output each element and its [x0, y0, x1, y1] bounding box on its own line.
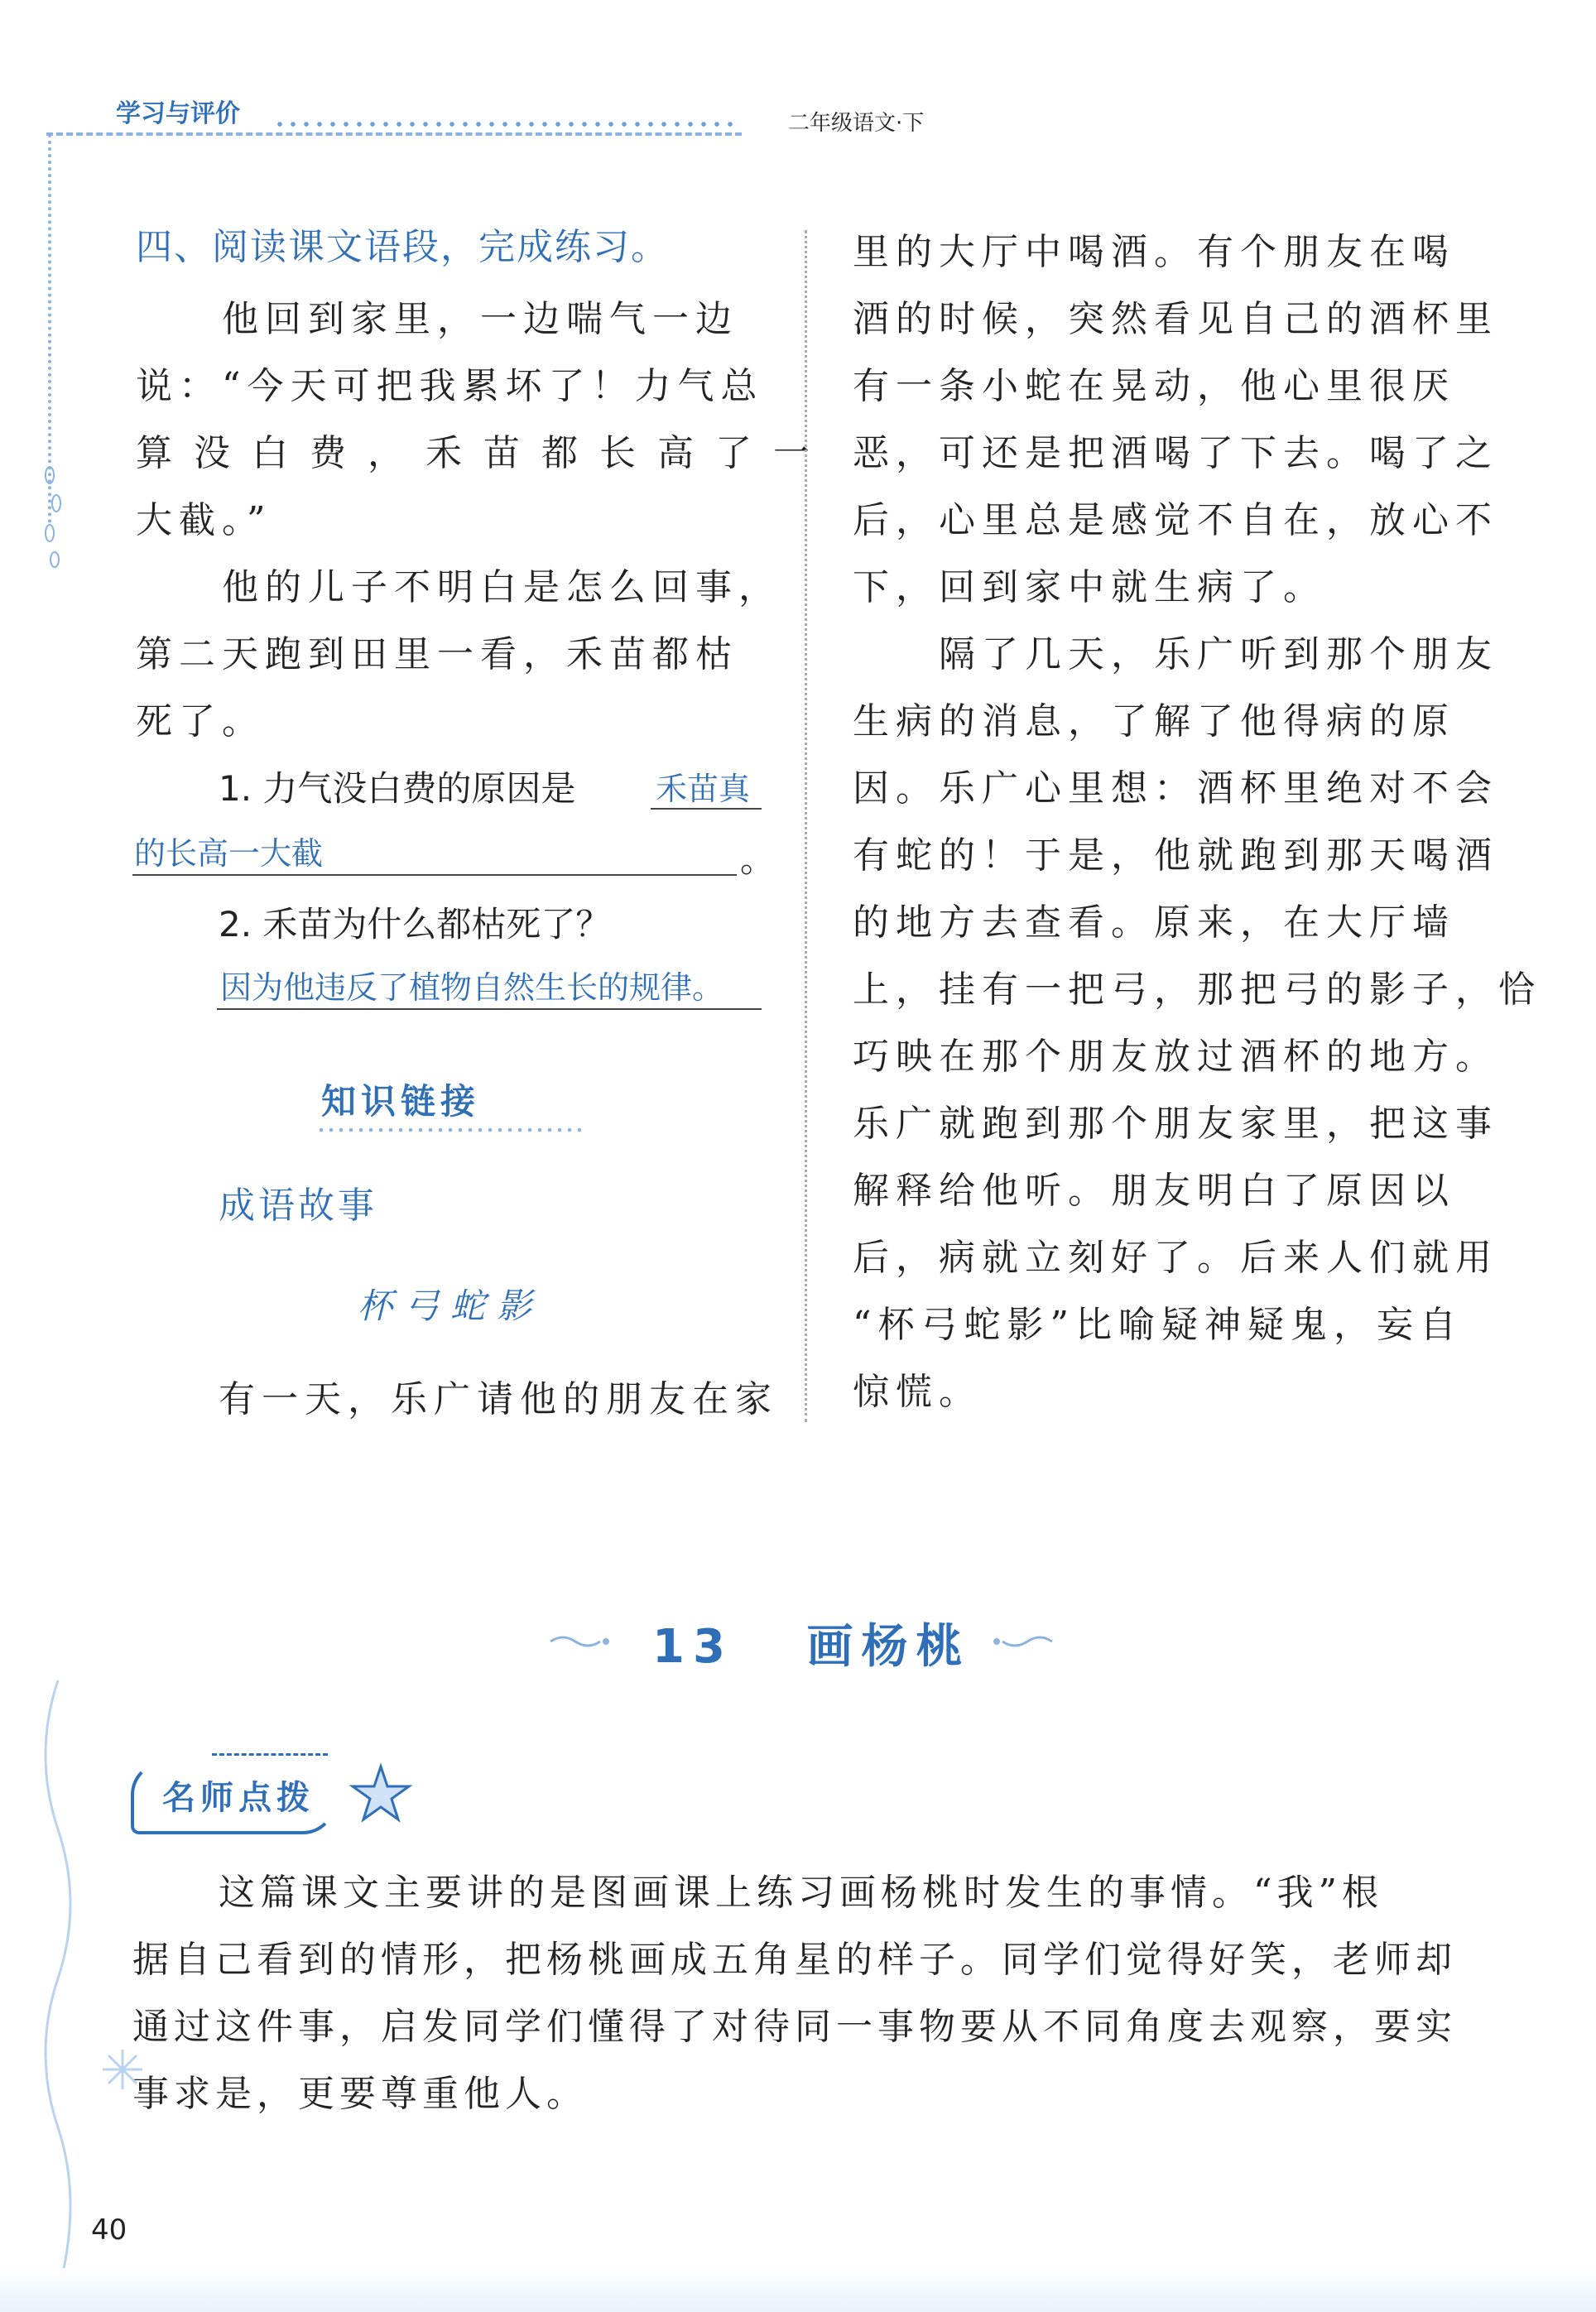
story-line: 有一条小蛇在晃动，他心里很厌 — [853, 365, 1455, 407]
tip-line: 这篇课文主要讲的是图画课上练习画杨桃时发生的事情。“我”根 — [219, 1872, 1383, 1914]
story-line: 酒的时候，突然看见自己的酒杯里 — [853, 298, 1498, 340]
grade-subject: 二年级语文·下 — [788, 111, 925, 136]
section-heading: 四、阅读课文语段，完成练习。 — [136, 226, 669, 268]
story-line: 有一天，乐广请他的朋友在家 — [219, 1378, 778, 1420]
story-line: 乐广就跑到那个朋友家里，把这事 — [853, 1103, 1498, 1145]
story-line: 后，病就立刻好了。后来人们就用 — [853, 1237, 1498, 1279]
star-icon — [348, 1760, 414, 1826]
story-line: 生病的消息，了解了他得病的原 — [853, 700, 1455, 743]
passage-line: 大截。” — [136, 499, 272, 541]
passage-line: 说：“今天可把我累坏了！力气总 — [136, 365, 764, 407]
story-line: “杯弓蛇影”比喻疑神疑鬼，妄自 — [853, 1304, 1463, 1346]
answer-1-underline-2 — [132, 874, 737, 876]
passage-line: 第二天跑到田里一看，禾苗都枯 — [136, 633, 738, 675]
swirl-decoration-icon — [546, 1629, 613, 1654]
tip-line: 据自己看到的情形，把杨桃画成五角星的样子。同学们觉得好笑，老师却 — [132, 1939, 1457, 1981]
story-line: 惊慌。 — [853, 1371, 982, 1413]
passage-line: 死了。 — [136, 700, 265, 743]
answer-1-part1: 禾苗真 — [656, 771, 751, 807]
column-divider — [805, 230, 807, 1422]
story-title: 杯弓蛇影 — [358, 1286, 544, 1326]
story-line: 后，心里总是感觉不自在，放心不 — [853, 499, 1498, 541]
tip-label: 名师点拨 — [162, 1779, 315, 1817]
passage-line: 他的儿子不明白是怎么回事， — [222, 566, 781, 608]
story-type: 成语故事 — [219, 1185, 377, 1227]
story-line: 里的大厅中喝酒。有个朋友在喝 — [853, 231, 1455, 273]
question-1: 1. 力气没白费的原因是 — [219, 768, 576, 809]
story-line: 上，挂有一把弓，那把弓的影子，恰 — [853, 969, 1541, 1011]
answer-1-underline — [651, 808, 762, 810]
lesson-title — [652, 1610, 970, 1676]
wave-border-decoration — [25, 1680, 75, 2293]
story-line: 因。乐广心里想：酒杯里绝对不会 — [853, 767, 1498, 810]
lesson-name: 画杨桃 — [806, 1620, 971, 1674]
story-line: 巧映在那个朋友放过酒杯的地方。 — [853, 1036, 1498, 1078]
book-title: 学习与评价 — [116, 99, 240, 128]
leaf-decoration-icon — [40, 464, 65, 571]
question-2: 2. 禾苗为什么都枯死了？ — [219, 904, 611, 945]
passage-line: 他回到家里，一边喘气一边 — [222, 298, 738, 340]
story-line: 解释给他听。朋友明白了原因以 — [853, 1170, 1455, 1212]
tip-line: 通过这件事，启发同学们懂得了对待同一事物要从不同角度去观察，要实 — [132, 2006, 1457, 2048]
tip-dash — [212, 1753, 328, 1756]
page-number: 40 — [91, 2213, 127, 2247]
story-line: 的地方去查看。原来，在大厅墙 — [853, 901, 1455, 944]
passage-line: 算没白费，禾苗都长高了一 — [136, 432, 831, 474]
question-1-period: 。 — [740, 839, 776, 880]
knowledge-link-heading: 知识链接 — [321, 1081, 481, 1122]
knowledge-link-dots — [316, 1127, 581, 1132]
answer-1-part2: 的长高一大截 — [134, 835, 324, 872]
answer-2-underline — [217, 1008, 762, 1010]
story-line: 恶，可还是把酒喝了下去。喝了之 — [853, 432, 1498, 474]
answer-2: 因为他违反了植物自然生长的规律。 — [220, 969, 724, 1006]
swirl-decoration-icon — [990, 1629, 1056, 1654]
story-line: 下，回到家中就生病了。 — [853, 566, 1326, 608]
header-dots — [273, 121, 737, 127]
story-line: 有蛇的！于是，他就跑到那天喝酒 — [853, 834, 1498, 877]
flower-decoration-icon — [98, 2045, 147, 2094]
story-line: 隔了几天，乐广听到那个朋友 — [939, 633, 1498, 675]
lesson-number: 13 — [652, 1620, 733, 1674]
bottom-band — [0, 2268, 1596, 2312]
header-dashed-line — [46, 132, 742, 136]
tip-line: 事求是，更要尊重他人。 — [132, 2073, 588, 2115]
